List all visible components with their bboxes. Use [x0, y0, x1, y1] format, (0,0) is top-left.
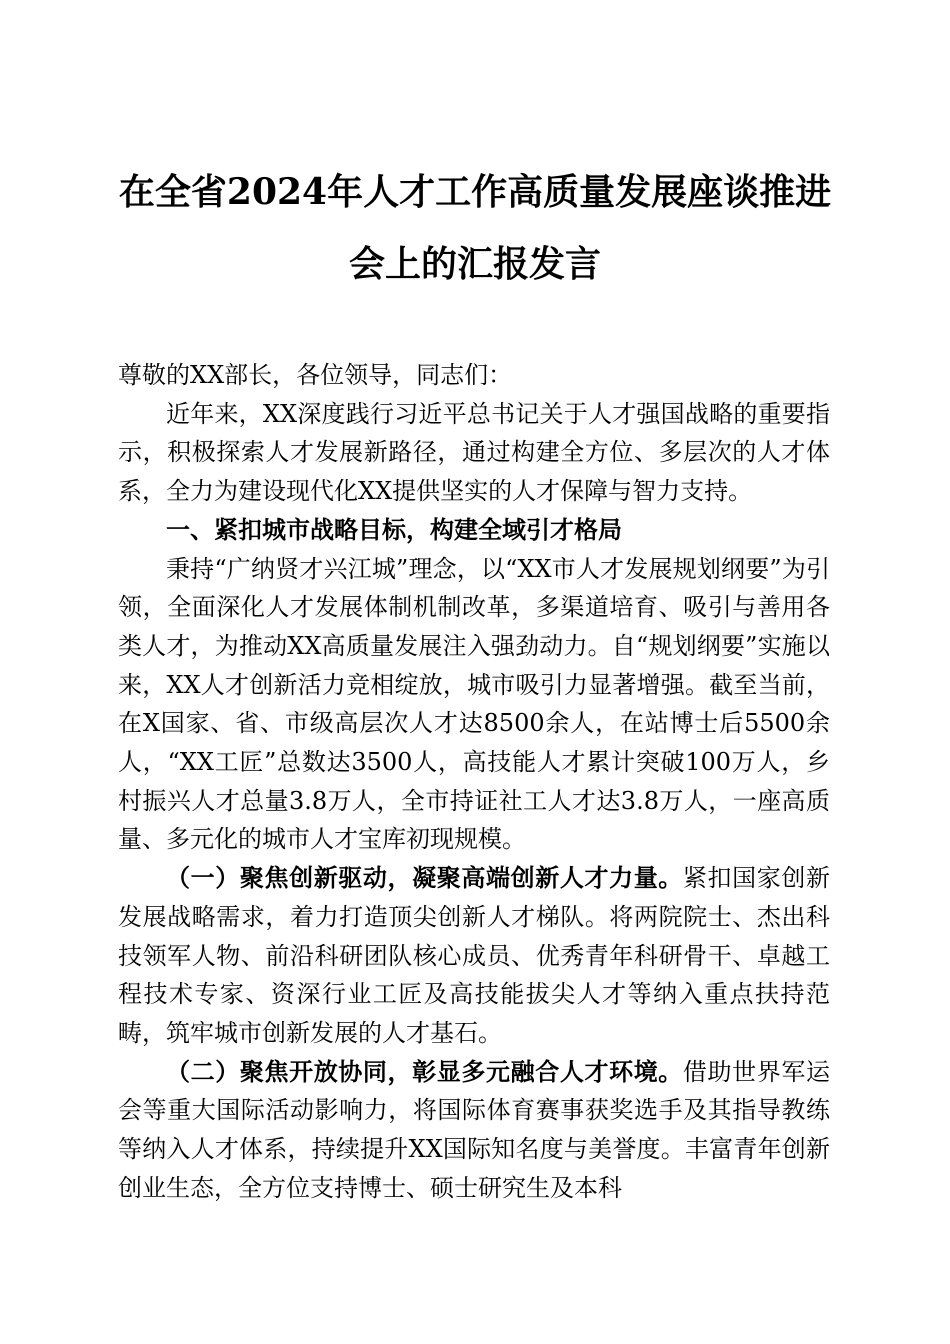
subsection-1-text: 紧扣国家创新发展战略需求，着力打造顶尖创新人才梯队。将两院院士、杰出科技领军人物、前沿科研团队核心成员、优秀青年科研骨干、卓越工程技术专家、资深行业工匠及高技能拔尖人才等纳入重点扶持范畴，筑牢城市创新发展的人才基石。 — [118, 864, 830, 1047]
document-body — [118, 356, 830, 1207]
subsection-2-paragraph — [118, 1053, 830, 1208]
subsection-2-text: 借助世界军运会等重大国际活动影响力，将国际体育赛事获奖选手及其指导教练等纳入人才体系，持续提升XX国际知名度与美誉度。丰富青年创新创业生态，全方位支持博士、硕士研究生及本科 — [118, 1057, 830, 1202]
salutation: 尊敬的XX部长，各位领导，同志们： — [118, 361, 513, 389]
document-title-line-1: 在全省2024年人才工作高质量发展座谈推进 — [118, 171, 832, 213]
section-1-heading: 一、紧扣城市战略目标，构建全域引才格局 — [166, 515, 622, 544]
subsection-1-paragraph — [118, 859, 830, 1053]
section-1-paragraph: 秉持“广纳贤才兴江城”理念，以“XX市人才发展规划纲要”为引领，全面深化人才发展体制机制改革，多渠道培育、吸引与善用各类人才，为推动XX高质量发展注入强劲动力。自“规划纲要”实施以来，XX人才创新活力竞相绽放，城市吸引力显著增强。截至当前，在X国家、省、市级高层次人才达8500余人，在站博士后5500余人，“XX工匠”总数达3500人，高技能人才累计突破100万人，乡村振兴人才总量3.8万人，全市持证社工人才达3.8万人，一座高质量、多元化的城市人才宝库初现规模。 — [118, 554, 830, 854]
document-title-line-2: 会上的汇报发言 — [348, 243, 601, 285]
subsection-2-lead-in: （二）聚焦开放协同，彰显多元融合人才环境。 — [166, 1056, 683, 1086]
intro-paragraph: 近年来，XX深度践行习近平总书记关于人才强国战略的重要指示，积极探索人才发展新路径，通过构建全方位、多层次的人才体系，全力为建设现代化XX提供坚实的人才保障与智力支持。 — [118, 399, 830, 506]
subsection-1-lead-in: （一）聚焦创新驱动，凝聚高端创新人才力量。 — [166, 863, 683, 893]
